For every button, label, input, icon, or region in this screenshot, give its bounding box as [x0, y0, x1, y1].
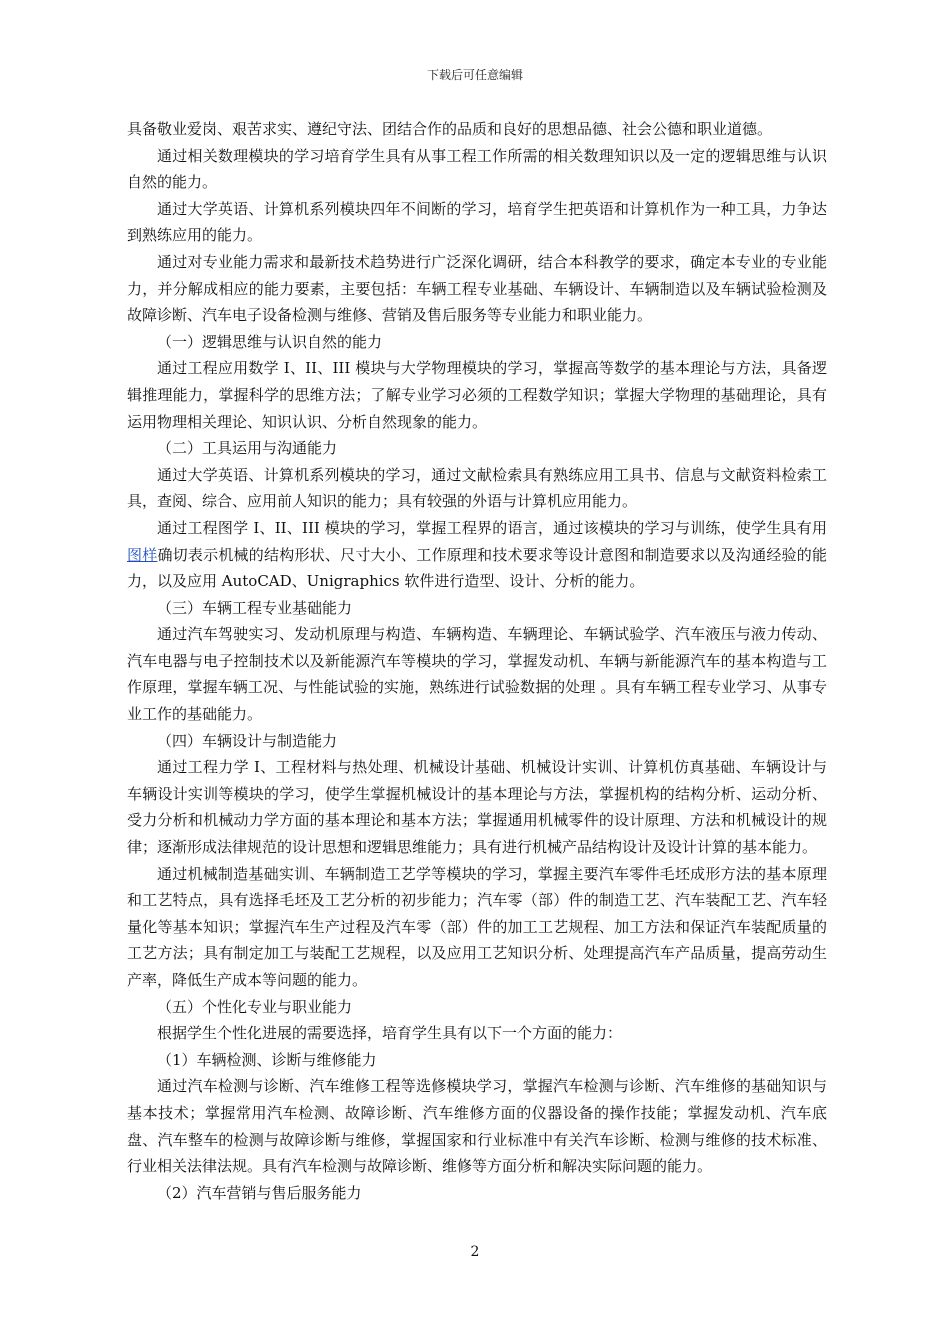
paragraph: 通过相关数理模块的学习培育学生具有从事工程工作所需的相关数理知识以及一定的逻辑思维与认识自然的能力。 — [127, 146, 827, 192]
paragraph: 根据学生个性化进展的需要选择，培育学生具有以下一个方面的能力： — [157, 1024, 623, 1043]
section-heading: （一）逻辑思维与认识自然的能力 — [157, 332, 383, 351]
section-heading: （三）车辆工程专业基础能力 — [157, 598, 353, 617]
section-heading: （二）工具运用与沟通能力 — [157, 439, 338, 458]
subsection-heading: （2）汽车营销与售后服务能力 — [157, 1183, 362, 1202]
paragraph-text: 通过工程图学 I、II、III 模块的学习，掌握工程界的语言，通过该模块的学习与训练，使学生具有用 — [157, 518, 827, 537]
page-number: 2 — [470, 1244, 480, 1260]
paragraph: 通过工程应用数学 I、II、III 模块与大学物理模块的学习，掌握高等数学的基本理论与方法，具备逻辑推理能力，掌握科学的思维方法；了解专业学习必须的工程数学知识；掌握大学物理的基础理论，具有运用物理相关理论、知识认识、分析自然现象的能力。 — [127, 359, 827, 431]
document-body — [127, 116, 827, 1206]
paragraph: 通过大学英语、计算机系列模块四年不间断的学习，培育学生把英语和计算机作为一种工具，力争达到熟练应用的能力。 — [127, 199, 827, 245]
tuyang-link[interactable]: 图样 — [127, 545, 158, 564]
paragraph-text: 确切表示机械的结构形状、尺寸大小、工作原理和技术要求等设计意图和制造要求以及沟通经验的能力，以及应用 AutoCAD、Unigraphics 软件进行造型、设计、分析的能力。 — [127, 545, 827, 591]
paragraph: 通过大学英语、计算机系列模块的学习，通过文献检索具有熟练应用工具书、信息与文献资料检索工具，查阅、综合、应用前人知识的能力；具有较强的外语与计算机应用能力。 — [127, 465, 827, 511]
paragraph: 通过汽车检测与诊断、汽车维修工程等选修模块学习，掌握汽车检测与诊断、汽车维修的基础知识与基本技术；掌握常用汽车检测、故障诊断、汽车维修方面的仪器设备的操作技能；掌握发动机、汽车底盘、汽车整车的检测与故障诊断与维修，掌握国家和行业标准中有关汽车诊断、检测与维修的技术标准、行业相关法律法规。具有汽车检测与故障诊断、维修等方面分析和解决实际问题的能力。 — [127, 1077, 827, 1176]
header-note: 下载后可任意编辑 — [426, 68, 523, 82]
section-heading: （五）个性化专业与职业能力 — [157, 997, 353, 1016]
paragraph: 通过对专业能力需求和最新技术趋势进行广泛深化调研，结合本科教学的要求，确定本专业的专业能力，并分解成相应的能力要素，主要包括：车辆工程专业基础、车辆设计、车辆制造以及车辆试验检测及故障诊断、汽车电子设备检测与维修、营销及售后服务等专业能力和职业能力。 — [127, 252, 827, 325]
paragraph: 通过工程力学 I、工程材料与热处理、机械设计基础、机械设计实训、计算机仿真基础、车辆设计与车辆设计实训等模块的学习，使学生掌握机械设计的基本理论与方法，掌握机构的结构分析、运动分析、受力分析和机械动力学方面的基本理论和基本方法；掌握通用机械零件的设计原理、方法和机械设计的规律；逐渐形成法律规范的设计思想和逻辑思维能力；具有进行机械产品结构设计及设计计算的基本能力。 — [127, 758, 827, 857]
paragraph: 通过汽车驾驶实习、发动机原理与构造、车辆构造、车辆理论、车辆试验学、汽车液压与液力传动、汽车电器与电子控制技术以及新能源汽车等模块的学习，掌握发动机、车辆与新能源汽车的基本构造与工作原理，掌握车辆工况、与性能试验的实施，熟练进行试验数据的处理 。具有车辆工程专业学习、从事专业工作的基础能力。 — [127, 625, 827, 724]
paragraph: 具备敬业爱岗、艰苦求实、遵纪守法、团结合作的品质和良好的思想品德、社会公德和职业道德。 — [127, 120, 773, 138]
section-heading: （四）车辆设计与制造能力 — [157, 731, 338, 750]
paragraph: 通过机械制造基础实训、车辆制造工艺学等模块的学习，掌握主要汽车零件毛坯成形方法的基本原理和工艺特点，具有选择毛坯及工艺分析的初步能力；汽车零（部）件的制造工艺、汽车装配工艺、汽车轻量化等基本知识；掌握汽车生产过程及汽车零（部）件的加工工艺规程、加工方法和保证汽车装配质量的工艺方法；具有制定加工与装配工艺规程，以及应用工艺知识分析、处理提高汽车产品质量，提高劳动生产率，降低生产成本等问题的能力。 — [127, 864, 827, 989]
subsection-heading: （1）车辆检测、诊断与维修能力 — [157, 1050, 377, 1069]
paragraph — [127, 515, 827, 595]
